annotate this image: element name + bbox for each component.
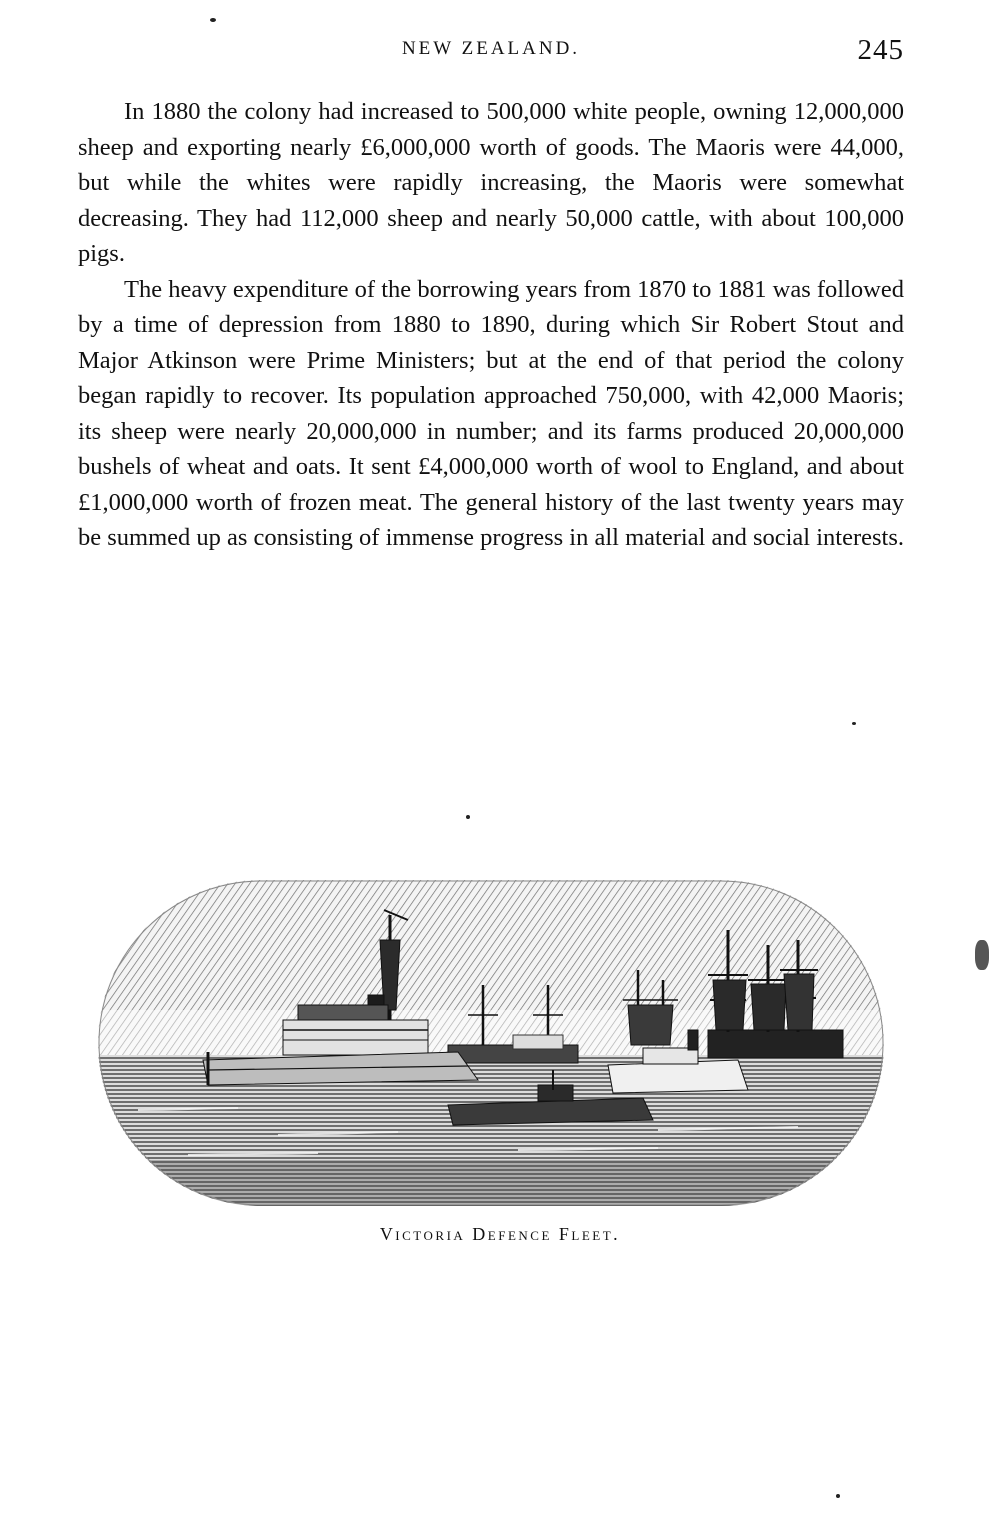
scan-speck <box>466 815 470 819</box>
running-title: NEW ZEALAND. <box>401 38 581 59</box>
page-header <box>78 34 904 74</box>
body-text <box>78 94 904 556</box>
paragraph-2: The heavy expenditure of the borrowing years from 1870 to 1881 was followed by a time of depression from 1880 to 1890, during which Sir Robert Stout and Major Atkinson were Prime Ministers; but at the end of that period the colony began rapidly to recover. Its population approached 750,000, with 42,000 Maoris; its sheep were nearly 20,000,000 in number; and its farms produced 20,000,000 bushels of wheat and oats. It sent £4,000,000 worth of wool to England, and about £1,000,000 worth of frozen meat. The general history of the last twenty years may be summed up as consisting of immense progress in all material and social interests. <box>78 275 905 551</box>
figure-caption: Victoria Defence Fleet. <box>379 1224 621 1244</box>
engraving-figure <box>98 880 884 1206</box>
scan-speck <box>836 1494 840 1498</box>
scan-smudge <box>975 940 989 970</box>
page-number: 245 <box>857 34 904 66</box>
paragraph-1: In 1880 the colony had increased to 500,000 white people, owning 12,000,000 sheep and exporting nearly £6,000,000 worth of goods. The Maoris were 44,000, but while the whites were rapidly increasing, the Maoris were somewhat decreasing. They had 112,000 sheep and nearly 50,000 cattle, with about 100,000 pigs. <box>78 98 904 267</box>
scan-speck <box>210 18 216 22</box>
fleet-engraving-illustration <box>98 880 884 1206</box>
scan-speck <box>852 722 856 725</box>
